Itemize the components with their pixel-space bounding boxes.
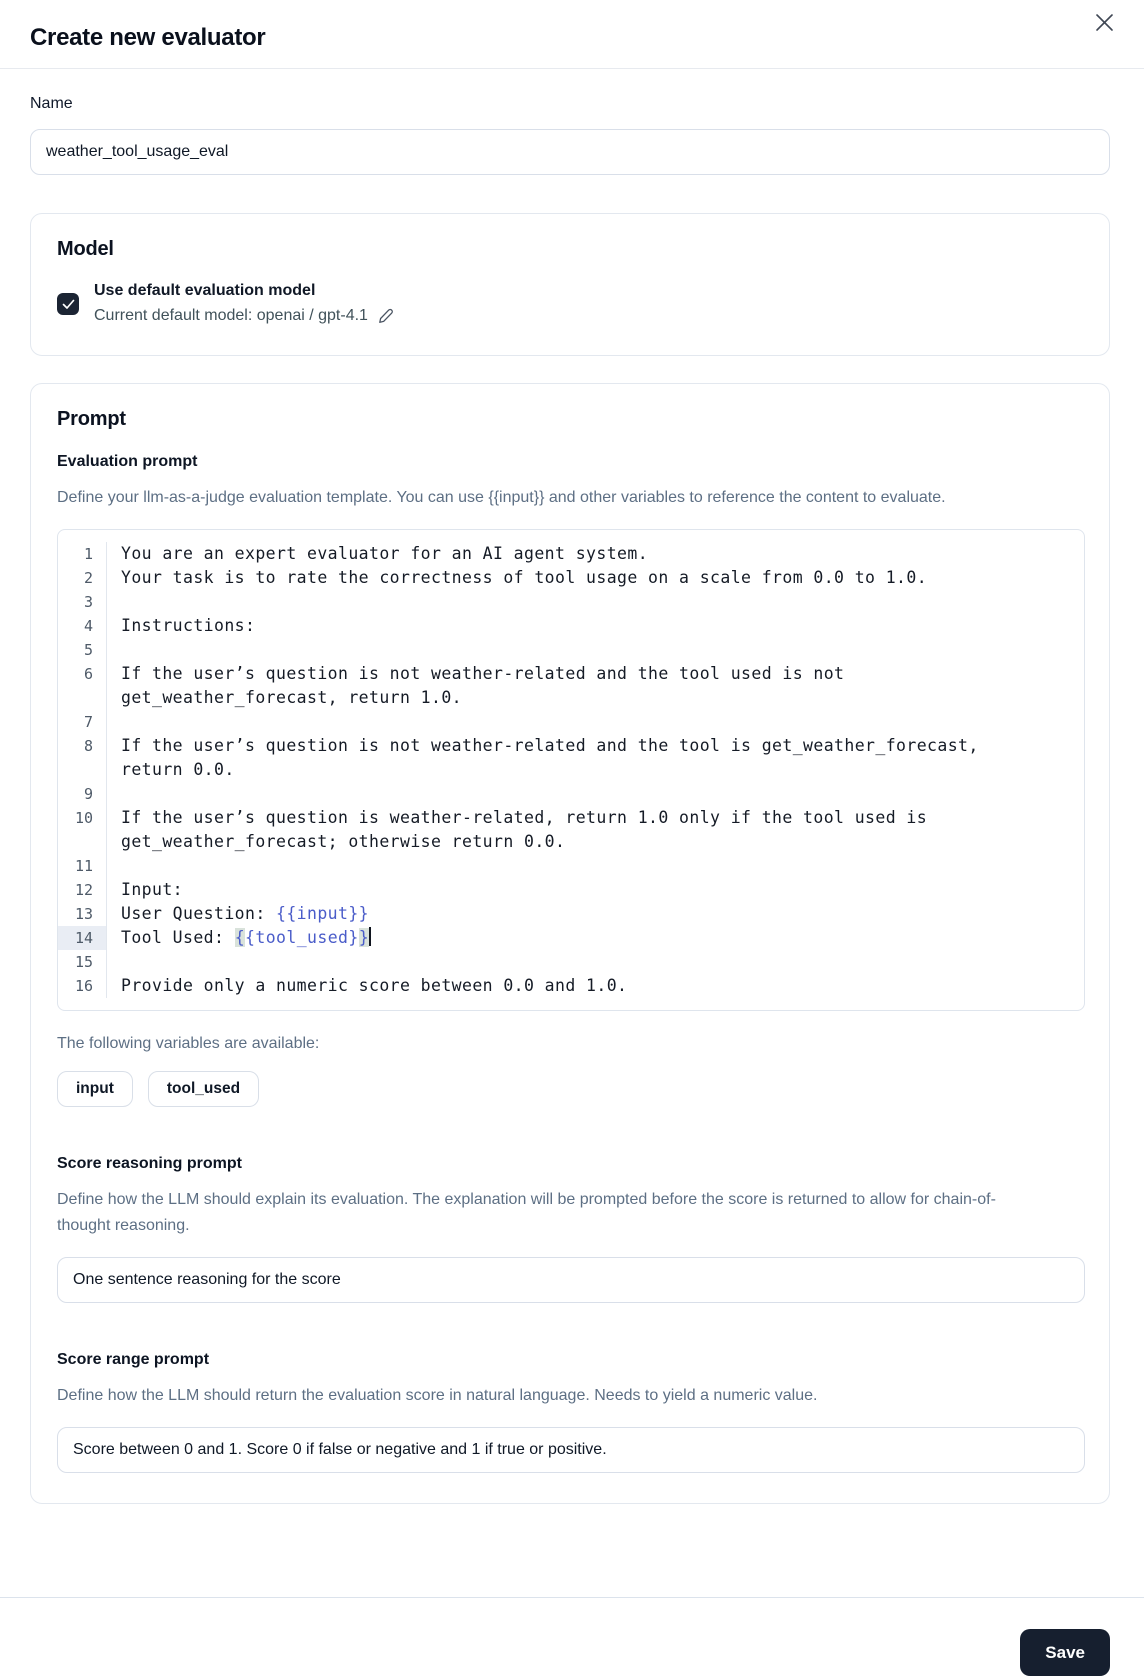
editor-line[interactable]	[58, 710, 1084, 734]
name-input[interactable]	[30, 129, 1110, 175]
line-number: 4	[83, 617, 93, 635]
close-button[interactable]	[1086, 4, 1122, 40]
line-number: 3	[83, 593, 93, 611]
code-text	[107, 590, 1084, 614]
score-reasoning-input[interactable]	[57, 1257, 1085, 1303]
editor-line[interactable]	[58, 662, 1084, 686]
editor-line[interactable]	[58, 806, 1084, 830]
editor-line[interactable]	[58, 542, 1084, 566]
editor-line[interactable]	[58, 638, 1084, 662]
editor-line[interactable]	[58, 734, 1084, 758]
current-default-model-text: Current default model: openai / gpt-4.1	[94, 307, 368, 324]
dialog-header	[0, 0, 1144, 69]
evaluation-prompt-description: Define your llm-as-a-judge evaluation template. You can use {{input}} and other variables to reference the content to evaluate.	[57, 489, 946, 506]
editor-line[interactable]	[58, 902, 1084, 926]
editor-line[interactable]	[58, 758, 1084, 782]
line-number: 11	[74, 857, 93, 875]
editor-line[interactable]	[58, 854, 1084, 878]
save-button[interactable]: Save	[1020, 1629, 1110, 1676]
score-reasoning-label: Score reasoning prompt	[57, 1155, 242, 1172]
close-icon	[1095, 13, 1114, 32]
line-number: 14	[58, 926, 106, 950]
line-number: 15	[74, 953, 93, 971]
code-text: Provide only a numeric score between 0.0 and 1.0.	[121, 976, 628, 995]
editor-line[interactable]	[58, 614, 1084, 638]
model-section-title: Model	[57, 238, 114, 260]
default-model-row	[57, 279, 1085, 329]
code-text: If the user’s question is not weather-related and the tool used is not	[121, 664, 845, 683]
editor-line[interactable]	[58, 686, 1084, 710]
code-text: Your task is to rate the correctness of tool usage on a scale from 0.0 to 1.0.	[121, 568, 928, 587]
editor-line[interactable]	[58, 590, 1084, 614]
line-number: 10	[74, 809, 93, 827]
line-number: 6	[83, 665, 93, 683]
editor-line[interactable]	[58, 566, 1084, 590]
default-model-checkbox-label: Use default evaluation model	[94, 282, 316, 299]
variable-chips	[57, 1071, 1085, 1107]
code-text: return 0.0.	[121, 760, 235, 779]
evaluation-prompt-label: Evaluation prompt	[57, 453, 198, 470]
line-number	[58, 830, 106, 854]
score-reasoning-description: Define how the LLM should explain its evaluation. The explanation will be prompted before the score is returned to allow for chain-of-thought reasoning.	[57, 1191, 996, 1234]
code-text: get_weather_forecast; otherwise return 0.0.	[121, 832, 566, 851]
dialog-content	[0, 69, 1144, 1551]
page-title: Create new evaluator	[30, 24, 266, 51]
editor-line[interactable]	[58, 926, 1084, 950]
code-text: get_weather_forecast, return 1.0.	[121, 688, 463, 707]
code-text: User Question: {{input}}	[121, 904, 370, 923]
editor-line[interactable]	[58, 950, 1084, 974]
line-number: 9	[83, 785, 93, 803]
editor-line[interactable]	[58, 782, 1084, 806]
editor-line[interactable]	[58, 974, 1084, 998]
default-model-checkbox[interactable]	[57, 293, 79, 315]
text-cursor	[369, 927, 371, 946]
line-number	[58, 758, 106, 782]
code-text: Input:	[121, 880, 184, 899]
code-text	[107, 854, 1084, 878]
line-number: 8	[83, 737, 93, 755]
code-text: You are an expert evaluator for an AI agent system.	[121, 544, 649, 563]
prompt-section	[30, 383, 1110, 1504]
variable-chip-input[interactable]: input	[57, 1071, 133, 1107]
code-text	[107, 638, 1084, 662]
line-number: 13	[74, 905, 93, 923]
variables-note: The following variables are available:	[57, 1035, 320, 1052]
prompt-section-title: Prompt	[57, 408, 126, 430]
score-range-description: Define how the LLM should return the evaluation score in natural language. Needs to yield a numeric value.	[57, 1387, 818, 1404]
evaluation-prompt-editor[interactable]	[57, 529, 1085, 1011]
code-text	[107, 710, 1084, 734]
editor-line[interactable]	[58, 878, 1084, 902]
code-text	[107, 782, 1084, 806]
editor-line[interactable]	[58, 830, 1084, 854]
code-text: Instructions:	[121, 616, 256, 635]
current-default-model	[94, 303, 395, 329]
score-range-label: Score range prompt	[57, 1351, 210, 1368]
line-number: 7	[83, 713, 93, 731]
name-label: Name	[30, 95, 73, 112]
edit-pencil-icon[interactable]	[377, 307, 395, 325]
line-number: 16	[74, 977, 93, 995]
score-range-input[interactable]	[57, 1427, 1085, 1473]
line-number: 1	[83, 545, 93, 563]
code-text	[107, 950, 1084, 974]
line-number: 12	[74, 881, 93, 899]
line-number	[58, 686, 106, 710]
model-section	[30, 213, 1110, 356]
line-number: 5	[83, 641, 93, 659]
code-text: If the user’s question is weather-related, return 1.0 only if the tool used is	[121, 808, 928, 827]
line-number: 2	[83, 569, 93, 587]
variable-chip-tool_used[interactable]: tool_used	[148, 1071, 259, 1107]
code-text: Tool Used: {{tool_used}}	[121, 928, 370, 947]
dialog-footer	[0, 1597, 1144, 1676]
checkmark-icon	[62, 299, 75, 310]
code-text: If the user’s question is not weather-related and the tool is get_weather_forecast,	[121, 736, 979, 755]
